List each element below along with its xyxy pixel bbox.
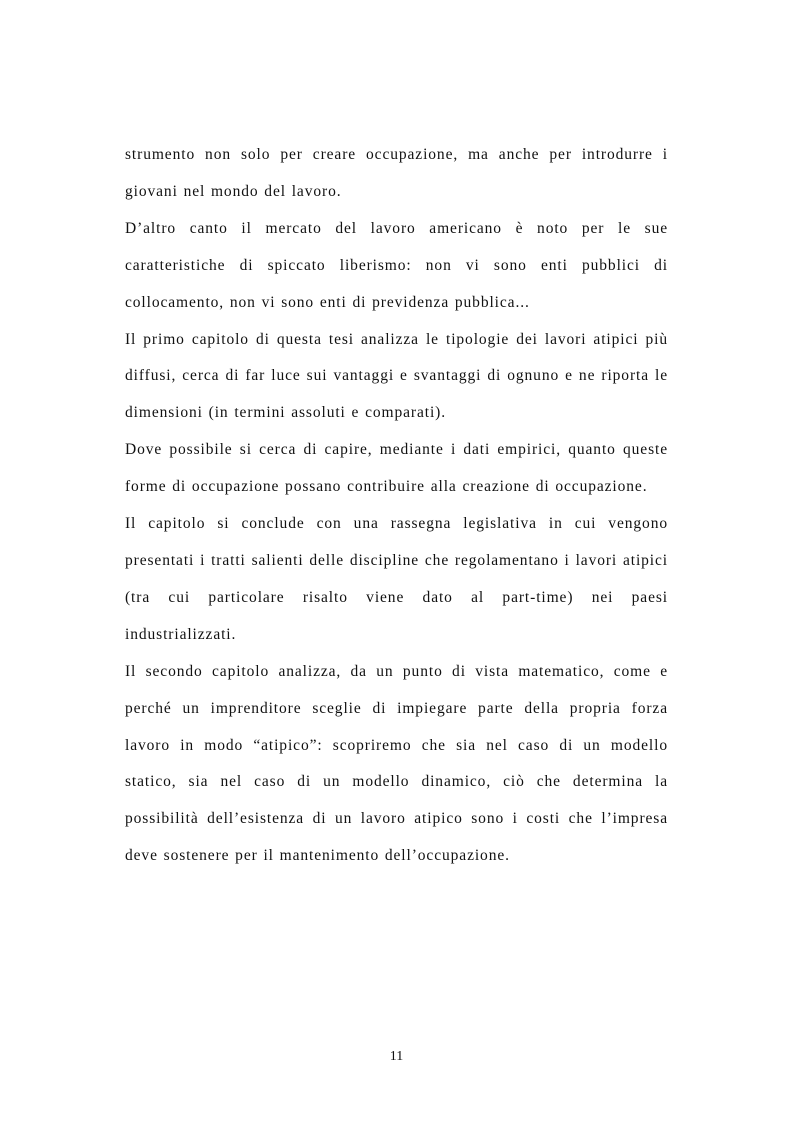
paragraph-2: D’altro canto il mercato del lavoro americano è noto per le sue caratteristiche di spiccato liberismo: non vi sono enti pubblici di collocamento, non vi sono enti di previdenza pubblica... xyxy=(125,219,668,311)
paragraph-1: strumento non solo per creare occupazione, ma anche per introdurre i giovani nel mondo del lavoro. xyxy=(125,146,668,200)
page-number: 11 xyxy=(389,1049,404,1064)
body-text xyxy=(125,137,668,875)
paragraph-3: Il primo capitolo di questa tesi analizza le tipologie dei lavori atipici più diffusi, cerca di far luce sui vantaggi e svantaggi di ognuno e ne riporta le dimensioni (in termini assoluti e comparati). xyxy=(125,330,668,422)
paragraph-4: Dove possibile si cerca di capire, mediante i dati empirici, quanto queste forme di occupazione possano contribuire alla creazione di occupazione. xyxy=(125,441,668,496)
paragraph-6: Il secondo capitolo analizza, da un punto di vista matematico, come e perché un imprenditore sceglie di impiegare parte della propria forza lavoro in modo “atipico”: scopriremo che sia nel caso di un modello statico, sia nel caso di un modello dinamico, ciò che determina la possibilità dell’esistenza di un lavoro atipico sono i costi che l’impresa deve sostenere per il mantenimento dell’occupazione. xyxy=(125,662,668,865)
paragraph-5: Il capitolo si conclude con una rassegna legislativa in cui vengono presentati i tratti salienti delle discipline che regolamentano i lavori atipici (tra cui particolare risalto viene dato al part-time) nei paesi industrializzati. xyxy=(125,515,668,643)
